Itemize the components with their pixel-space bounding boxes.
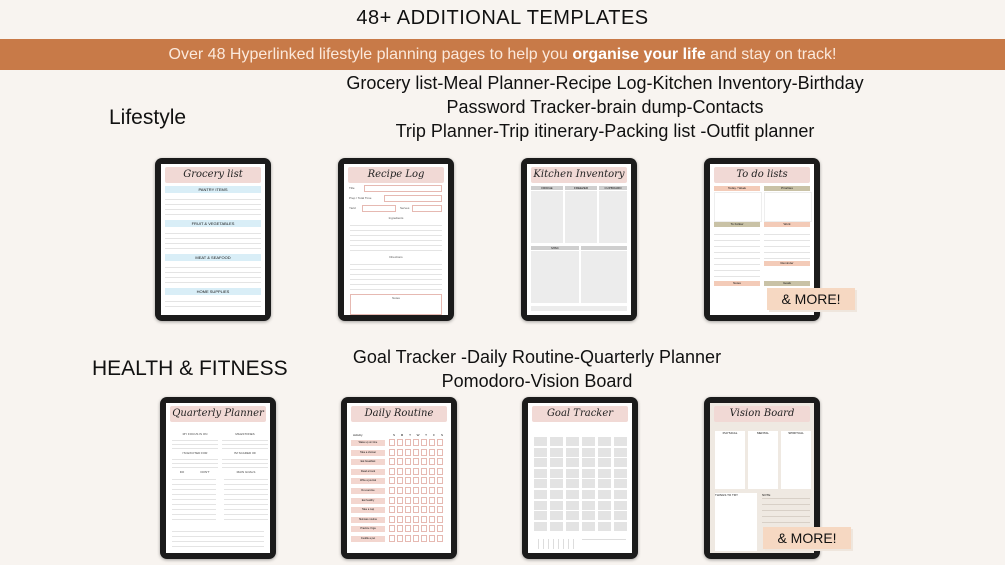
routine-checkbox: [421, 516, 427, 523]
kitchen-inventory-tablet: [521, 158, 637, 321]
column-label: FRIDGE: [531, 186, 563, 190]
routine-checkbox: [405, 439, 411, 446]
routine-checkbox: [397, 458, 403, 465]
routine-checkbox: [397, 516, 403, 523]
day-label: F: [433, 433, 435, 437]
goal-cell: [534, 458, 547, 467]
list-lines: [165, 263, 261, 285]
goal-cell: [566, 511, 579, 520]
goal-cell: [566, 490, 579, 499]
list-lines: [172, 475, 216, 521]
goal-cell: [550, 522, 563, 531]
health-line: Pomodoro-Vision Board: [441, 371, 633, 391]
activity-label: Practice Yoga: [351, 526, 385, 532]
goal-cell: [614, 479, 627, 488]
tablet-screen: [166, 403, 270, 553]
goal-cell: [550, 458, 563, 467]
goal-cell: [550, 437, 563, 446]
list-lines: [172, 456, 218, 468]
goal-cell: [582, 448, 595, 457]
routine-row: [351, 535, 447, 543]
routine-checkbox: [405, 535, 411, 542]
column-label-bar: [581, 246, 627, 250]
field-box: [362, 205, 396, 212]
routine-checkbox: [397, 468, 403, 475]
health-line: Goal Tracker -Daily Routine-Quarterly Planner: [352, 347, 722, 367]
routine-checkbox: [421, 535, 427, 542]
activity-label: Eat healthy: [351, 498, 385, 504]
section-label: HOME SUPPLIES: [165, 288, 261, 295]
routine-checkbox: [405, 458, 411, 465]
routine-checkbox: [413, 525, 419, 532]
goal-cell: [614, 501, 627, 510]
section-label: Directions: [389, 255, 403, 259]
routine-checkbox: [413, 458, 419, 465]
routine-checkbox: [421, 487, 427, 494]
tablet-screen: [161, 164, 265, 315]
goal-cell: [534, 448, 547, 457]
goal-cell: [550, 490, 563, 499]
field-box: [384, 195, 442, 202]
goal-cell: [534, 479, 547, 488]
day-label: T: [409, 433, 411, 437]
routine-row: [351, 458, 447, 466]
field-label: Serves: [400, 206, 410, 210]
goal-cell: [614, 458, 627, 467]
section-label: Priorities: [764, 186, 810, 191]
routine-checkbox: [413, 535, 419, 542]
more-badge: & MORE!: [767, 288, 855, 310]
routine-checkbox: [413, 506, 419, 513]
goal-cell: [566, 479, 579, 488]
routine-checkbox: [405, 516, 411, 523]
routine-checkbox: [405, 497, 411, 504]
inventory-column: [581, 251, 627, 303]
section-label: Goals: [764, 281, 810, 286]
list-lines: [165, 195, 261, 217]
routine-checkbox: [421, 477, 427, 484]
task-lines: [714, 229, 760, 279]
routine-checkbox: [405, 506, 411, 513]
section-label: To Follow: [714, 222, 760, 227]
routine-checkbox: [389, 506, 395, 513]
routine-checkbox: [429, 449, 435, 456]
routine-checkbox: [397, 487, 403, 494]
goal-cell: [534, 511, 547, 520]
list-lines: [224, 475, 268, 521]
inventory-column: [531, 191, 563, 243]
field-box: [412, 205, 442, 212]
routine-checkbox: [421, 439, 427, 446]
routine-checkbox: [429, 506, 435, 513]
goal-cell: [534, 501, 547, 510]
activity-header: Activity: [353, 433, 363, 437]
goal-footer: [582, 539, 626, 550]
column-label: FREEZER: [565, 186, 597, 190]
goal-cell: [614, 448, 627, 457]
routine-checkbox: [389, 525, 395, 532]
routine-checkbox: [413, 516, 419, 523]
vision-box: THINGS TO TRY: [715, 493, 757, 551]
routine-checkbox: [429, 497, 435, 504]
lifestyle-line: Trip Planner-Trip itinerary-Packing list -Outfit planner: [395, 121, 815, 141]
routine-checkbox: [437, 468, 443, 475]
routine-checkbox: [389, 516, 395, 523]
notes-bar: [531, 306, 627, 311]
banner-text: Over 48 Hyperlinked lifestyle planning pages to help you: [168, 46, 573, 63]
routine-checkbox: [437, 487, 443, 494]
goal-cell: [582, 490, 595, 499]
routine-checkbox: [405, 468, 411, 475]
routine-grid: [351, 439, 447, 549]
day-label: W: [416, 433, 420, 437]
routine-checkbox: [389, 439, 395, 446]
goal-cell: [582, 522, 595, 531]
goal-cell: [566, 448, 579, 457]
tablet-title: Quarterly Planner: [170, 406, 266, 422]
banner-text-end: and stay on track!: [705, 46, 837, 63]
goal-cell: [550, 479, 563, 488]
routine-checkbox: [397, 449, 403, 456]
routine-checkbox: [413, 487, 419, 494]
goal-cell: [582, 501, 595, 510]
column-label: MISC: [531, 246, 579, 250]
goal-cell: [534, 522, 547, 531]
routine-checkbox: [405, 449, 411, 456]
goal-cell: [598, 469, 611, 478]
goal-grid: [534, 437, 626, 533]
section-label: Ingredients: [388, 216, 404, 220]
routine-checkbox: [389, 468, 395, 475]
tablet-title: Goal Tracker: [532, 406, 628, 422]
goal-cell: [534, 437, 547, 446]
routine-checkbox: [429, 535, 435, 542]
routine-checkbox: [437, 458, 443, 465]
routine-checkbox: [421, 497, 427, 504]
activity-label: Skincare routine: [351, 517, 385, 523]
routine-checkbox: [389, 458, 395, 465]
task-lines: [764, 229, 810, 259]
quarterly-planner-tablet: [160, 397, 276, 559]
vision-box: PHYSICAL: [715, 431, 745, 489]
tablet-title: Daily Routine: [351, 406, 447, 422]
goal-cell: [598, 490, 611, 499]
goal-cell: [614, 522, 627, 531]
routine-checkbox: [437, 506, 443, 513]
routine-checkbox: [397, 506, 403, 513]
goal-footer: [534, 539, 574, 549]
routine-checkbox: [389, 449, 395, 456]
grocery-list-tablet: [155, 158, 271, 321]
tablet-title: Kitchen Inventory: [531, 167, 627, 183]
health-template-list: [232, 345, 842, 393]
goal-cell: [534, 469, 547, 478]
routine-checkbox: [421, 525, 427, 532]
goal-cell: [534, 490, 547, 499]
goal-cell: [582, 469, 595, 478]
lifestyle-line: Password Tracker-brain dump-Contacts: [446, 97, 764, 117]
routine-checkbox: [437, 477, 443, 484]
goal-cell: [550, 469, 563, 478]
notes-lines: [172, 527, 264, 551]
field-box: [364, 185, 442, 192]
routine-checkbox: [429, 477, 435, 484]
goal-cell: [598, 522, 611, 531]
section-label: MILESTONES: [235, 432, 255, 436]
tablet-title: Vision Board: [714, 406, 810, 422]
section-label: I'M SCARED OF: [233, 451, 257, 455]
goal-cell: [614, 469, 627, 478]
routine-checkbox: [413, 468, 419, 475]
inventory-column: [599, 191, 627, 243]
routine-checkbox: [421, 449, 427, 456]
routine-row: [351, 497, 447, 505]
section-label: MY FOCUS IS ON: [182, 432, 208, 436]
section-label: FRUIT & VEGETABLES: [165, 220, 261, 227]
routine-row: [351, 487, 447, 495]
routine-checkbox: [437, 439, 443, 446]
goal-cell: [566, 469, 579, 478]
routine-row: [351, 477, 447, 485]
section-label: DO: [179, 470, 185, 474]
day-label: S: [392, 433, 395, 437]
routine-checkbox: [437, 449, 443, 456]
routine-row: [351, 468, 447, 476]
goal-cell: [598, 437, 611, 446]
goal-cell: [550, 448, 563, 457]
goal-cell: [598, 511, 611, 520]
field-label: Prep / Total Time: [349, 196, 372, 200]
activity-label: Wake up on time: [351, 440, 385, 446]
routine-checkbox: [389, 477, 395, 484]
routine-checkbox: [397, 525, 403, 532]
routine-checkbox: [397, 477, 403, 484]
page-title: 48+ ADDITIONAL TEMPLATES: [356, 7, 649, 29]
section-label: Reminder: [764, 261, 810, 266]
goal-cell: [550, 501, 563, 510]
routine-checkbox: [437, 535, 443, 542]
section-box: [764, 192, 812, 222]
routine-checkbox: [413, 439, 419, 446]
routine-checkbox: [429, 468, 435, 475]
routine-row: [351, 525, 447, 533]
list-lines: [222, 456, 268, 468]
column-label: CUPBOARD: [599, 186, 627, 190]
lifestyle-heading: Lifestyle: [109, 106, 187, 129]
activity-label: Take a nap: [351, 507, 385, 513]
tablet-title: To do lists: [714, 167, 810, 183]
recipe-log-tablet: [338, 158, 454, 321]
section-label: Work: [764, 222, 810, 227]
lifestyle-template-list: [300, 71, 910, 143]
routine-checkbox: [405, 477, 411, 484]
directions-lines: [350, 260, 442, 290]
routine-row: [351, 449, 447, 457]
day-label: M: [400, 433, 404, 437]
routine-checkbox: [389, 497, 395, 504]
routine-checkbox: [405, 487, 411, 494]
vision-box: SPIRITUAL: [781, 431, 811, 489]
goal-tracker-tablet: [522, 397, 638, 559]
list-lines: [165, 297, 261, 311]
promo-banner: [0, 39, 1005, 70]
goal-cell: [566, 501, 579, 510]
note-lines: NOTE: [762, 493, 810, 523]
goal-cell: [598, 448, 611, 457]
activity-label: Write a journal: [351, 478, 385, 484]
routine-checkbox: [397, 535, 403, 542]
section-label: Today / Week: [714, 186, 760, 191]
more-badge: & MORE!: [763, 527, 851, 549]
routine-checkbox: [421, 468, 427, 475]
goal-cell: [566, 437, 579, 446]
activity-label: Cuddle a pet: [351, 536, 385, 542]
goal-cell: [566, 458, 579, 467]
day-header-row: [389, 433, 447, 438]
activity-label: Do exercise: [351, 488, 385, 494]
activity-label: Eat breakfast: [351, 459, 385, 465]
ingredients-lines: [350, 221, 442, 253]
section-box: [714, 192, 762, 222]
tablet-screen: [527, 164, 631, 315]
goal-cell: [614, 511, 627, 520]
tablet-screen: [528, 403, 632, 553]
activity-label: Take a shower: [351, 450, 385, 456]
list-lines: [222, 437, 268, 449]
routine-row: [351, 506, 447, 514]
tablet-screen: [344, 164, 448, 315]
goal-cell: [566, 522, 579, 531]
routine-checkbox: [413, 449, 419, 456]
routine-checkbox: [397, 439, 403, 446]
routine-checkbox: [397, 497, 403, 504]
section-label: DON'T: [200, 470, 210, 474]
daily-routine-tablet: [341, 397, 457, 559]
banner-highlight: organise your life: [572, 46, 706, 63]
section-label: PANTRY ITEMS: [165, 186, 261, 193]
tablet-screen: [347, 403, 451, 553]
goal-cell: [598, 479, 611, 488]
routine-checkbox: [389, 535, 395, 542]
routine-checkbox: [429, 525, 435, 532]
routine-checkbox: [413, 477, 419, 484]
goal-cell: [550, 511, 563, 520]
day-label: T: [425, 433, 427, 437]
lifestyle-line: Grocery list-Meal Planner-Recipe Log-Kitchen Inventory-Birthday: [346, 73, 864, 93]
routine-checkbox: [429, 516, 435, 523]
vision-box: MENTAL: [748, 431, 778, 489]
routine-checkbox: [429, 487, 435, 494]
goal-cell: [614, 490, 627, 499]
goal-cell: [598, 458, 611, 467]
section-label: Notes: [392, 296, 400, 300]
routine-row: [351, 516, 447, 524]
day-label: S: [440, 433, 443, 437]
goal-cell: [582, 458, 595, 467]
routine-checkbox: [413, 497, 419, 504]
health-fitness-heading: HEALTH & FITNESS: [92, 357, 288, 380]
tablet-title: Grocery list: [165, 167, 261, 183]
section-label: Notes: [714, 281, 760, 286]
routine-checkbox: [389, 487, 395, 494]
field-label: Title: [349, 186, 355, 190]
field-label: Yield: [349, 206, 356, 210]
routine-checkbox: [421, 506, 427, 513]
goal-cell: [582, 511, 595, 520]
activity-label: Read a book: [351, 469, 385, 475]
routine-row: [351, 439, 447, 447]
section-label: I'M EXCITED FOR: [182, 451, 208, 455]
tablet-title: Recipe Log: [348, 167, 444, 183]
routine-checkbox: [437, 525, 443, 532]
routine-checkbox: [429, 458, 435, 465]
goal-cell: [582, 479, 595, 488]
list-lines: [165, 229, 261, 251]
routine-checkbox: [421, 458, 427, 465]
section-label: MEAT & SEAFOOD: [165, 254, 261, 261]
section-label: MAIN GOALS: [236, 470, 256, 474]
routine-checkbox: [429, 439, 435, 446]
routine-checkbox: [437, 516, 443, 523]
routine-checkbox: [405, 525, 411, 532]
goal-cell: [582, 437, 595, 446]
list-lines: [172, 437, 218, 449]
goal-cell: [598, 501, 611, 510]
goal-cell: [614, 437, 627, 446]
routine-checkbox: [437, 497, 443, 504]
inventory-column: [565, 191, 597, 243]
inventory-column: [531, 251, 579, 303]
